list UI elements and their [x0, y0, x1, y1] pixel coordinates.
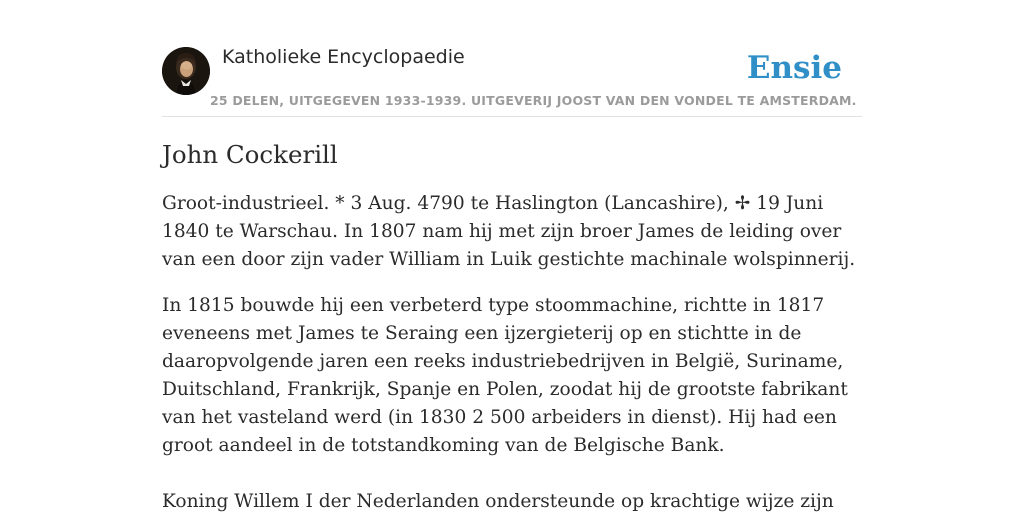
- ensie-logo-link[interactable]: Ensie: [746, 50, 842, 86]
- article-paragraph-2: In 1815 bouwde hij een verbeterd type stoommachine, richtte in 1817 eveneens met James te Seraing een ijzergieterij op en stichtte in de daaropvolgende jaren een reeks industriebedrijven in België, Suriname, Duitschland, Frankrijk, Spanje en Polen, zoodat hij de grootste fabrikant van het vasteland werd (in 1830 2 500 arbeiders in dienst). Hij had een groot aandeel in de totstandkoming van de Belgische Bank.: [162, 295, 848, 456]
- article-paragraph-3: Koning Willem I der Nederlanden ondersteunde op krachtige wijze zijn: [162, 491, 834, 512]
- source-title[interactable]: Katholieke Encyclopaedie: [222, 46, 465, 68]
- article-paragraph-1: Groot-industrieel. * 3 Aug. 4790 te Haslington (Lancashire), ✢ 19 Juni 1840 te Warschau. In 1807 nam hij met zijn broer James de leiding over van een door zijn vader William in Luik gestichte machinale wolspinnerij.: [162, 193, 856, 270]
- source-subtitle: 25 DELEN, UITGEGEVEN 1933-1939. UITGEVERIJ JOOST VAN DEN VONDEL TE AMSTERDAM.: [210, 93, 857, 108]
- article-title: John Cockerill: [162, 140, 338, 169]
- article-body: [162, 136, 862, 512]
- source-avatar[interactable]: [162, 47, 210, 95]
- source-header: [162, 44, 862, 117]
- portrait-icon: [162, 47, 210, 95]
